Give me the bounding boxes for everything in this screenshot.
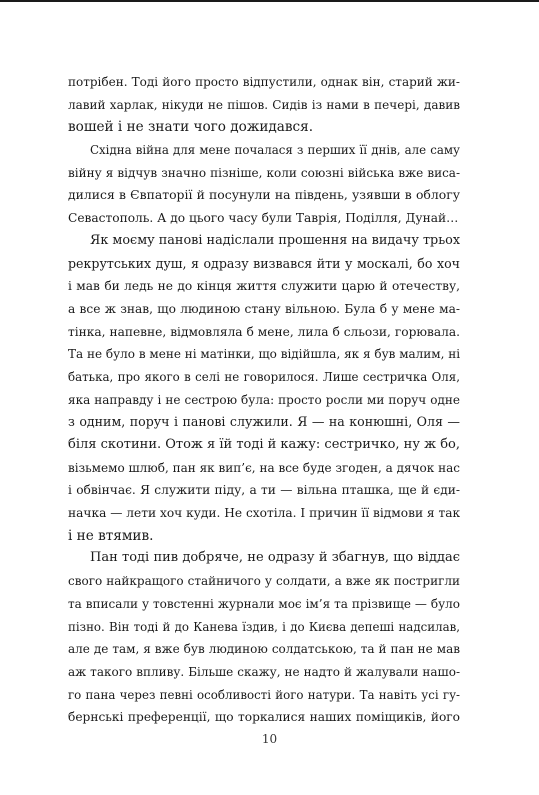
text-line: з одним, поруч і панові служили. Я — на конюшні, Оля — [68,414,460,430]
paragraph [68,71,460,139]
text-line: го пана через певні особливості його натури. Та навіть усі гу- [68,687,460,702]
top-border-line [0,0,539,2]
text-line: дилися в Євпаторії й посунули на південь, узявши в облогу [68,187,460,203]
text-line: Як моєму панові надіслали прошення на видачу трьох [90,232,460,248]
text-line: візьмемо шлюб, пан як вип’є, на все буде згоден, а дячок нас [68,460,460,475]
text-line: пізно. Він тоді й до Канева їздив, і до Києва депеші надсилав, [68,619,460,634]
text-line: потрібен. Тоді його просто відпустили, однак він, старий жи- [68,75,460,89]
text-line: яка направду і не сестрою була: просто росли ми поруч одне [68,392,460,407]
text-line: і обвінчає. Я служити піду, а ти — вільна пташка, ще й єди- [68,483,460,498]
body-text [68,71,460,729]
paragraph [68,230,460,548]
text-line: та вписали у товстенні журнали моє ім’я та прізвище — було [68,596,460,611]
text-line: вошей і не знати чого дожидався. [68,119,314,136]
text-line: і мав би ледь не до кінця життя служити царю й отечеству, [68,279,460,294]
text-line: тінка, напевне, відмовляла б мене, лила б сльози, горювала. [68,324,460,339]
page-number: 10 [261,732,278,746]
paragraph [68,547,460,729]
text-line: а все ж знав, що людиною стану вільною. Була б у мене ма- [68,301,460,316]
paragraph [68,139,460,230]
text-line: бернські преференції, що торкалися наших поміщиків, його [68,710,460,725]
text-line: і не втямив. [68,527,154,544]
text-line: Пан тоді пив добряче, не одразу й збагнув, що віддає [90,550,460,566]
text-line: начка — лети хоч куди. Не схотіла. І причин її відмови я так [68,506,460,521]
text-line: лавий харлак, нікуди не пішов. Сидів із нами в печері, давив [68,97,460,112]
text-line: свого найкращого стайничого у солдати, а вже як постригли [68,574,460,589]
text-line: Та не було в мене ні матінки, що відійшла, як я був малим, ні [68,347,460,362]
text-line: війну я відчув значно пізніше, коли союзні війська вже виса- [68,165,460,180]
text-line: рекрутських душ, я одразу визвався йти у москалі, бо хоч [68,255,460,271]
text-line: але де там, я вже був людиною солдатською, та й пан не мав [68,642,460,657]
text-line: Східна війна для мене почалася з перших її днів, але саму [90,143,460,158]
text-line: Севастополь. А до цього часу були Таврія, Поділля, Дунай… [68,211,459,226]
text-line: батька, про якого в селі не говорилося. Лише сестричка Оля, [68,369,460,384]
text-line: біля скотини. Отож я їй тоді й кажу: сестричко, ну ж бо, [68,437,460,452]
text-line: аж такого впливу. Більше скажу, не надто й жалували нашо- [68,664,460,679]
